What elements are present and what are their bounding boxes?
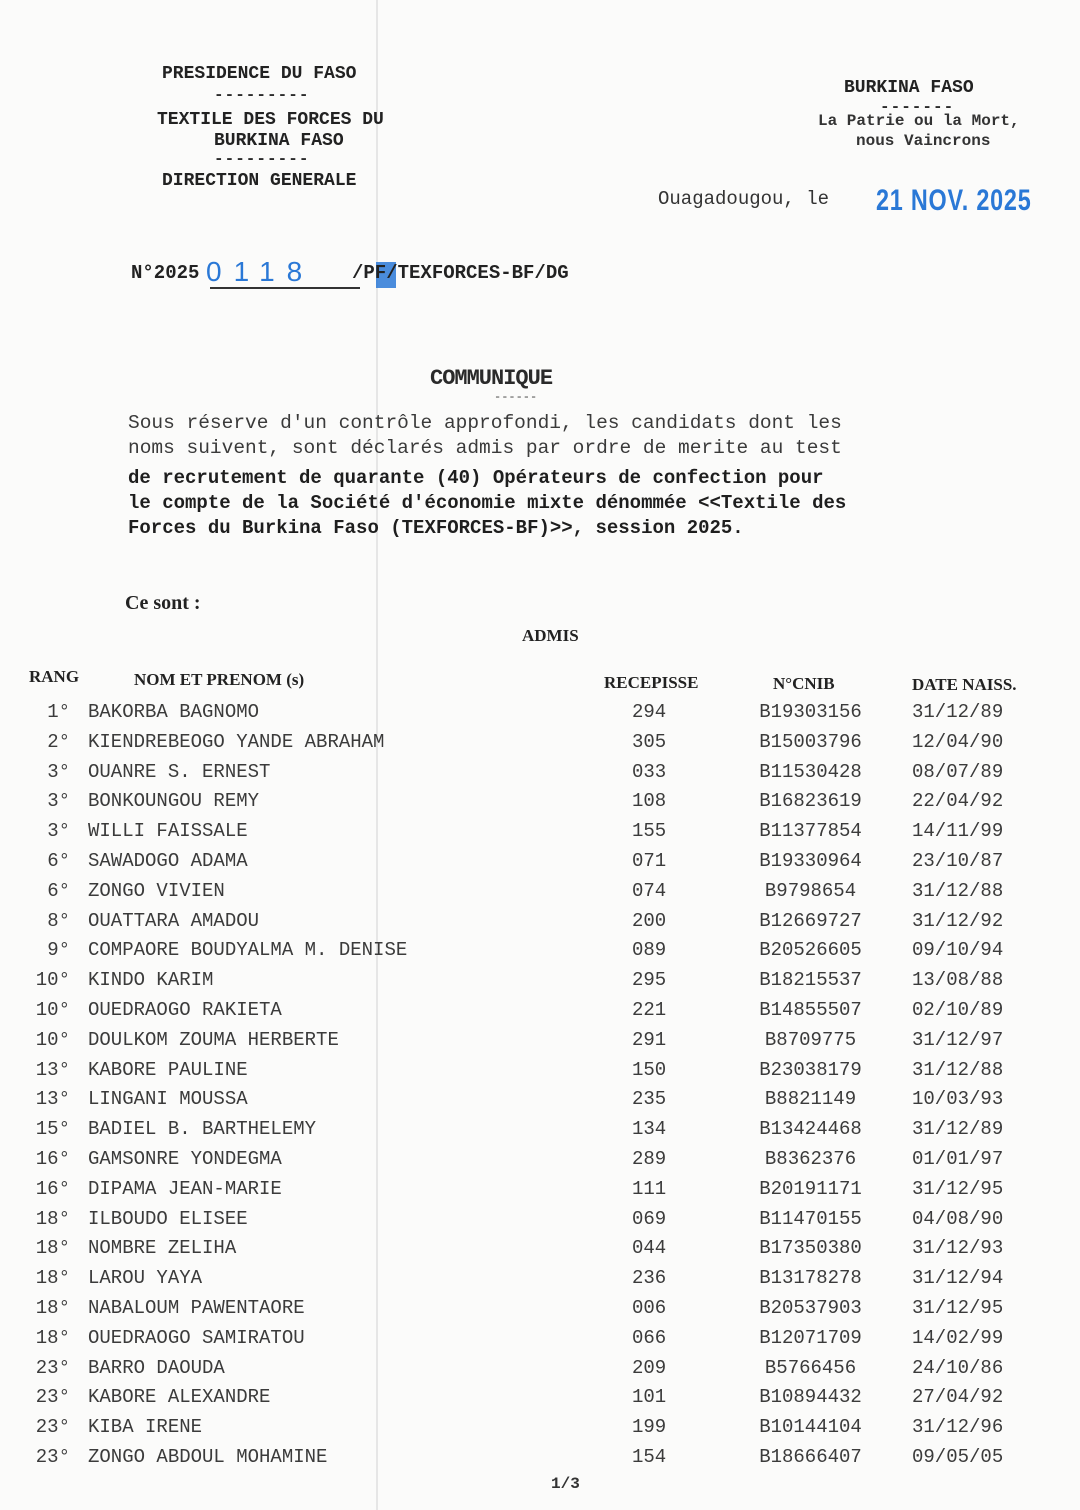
rang-cell: 10° <box>35 969 70 992</box>
birthdate-cell: 09/05/05 <box>912 1446 1004 1468</box>
birthdate-cell: 04/08/90 <box>912 1207 1004 1230</box>
name-cell: DOULKOM ZOUMA HERBERTE <box>88 1028 339 1051</box>
name-cell: OUANRE S. ERNEST <box>88 760 271 783</box>
cnib-cell: B16823619 <box>759 790 862 813</box>
rang-cell: 18° <box>35 1207 70 1230</box>
table-row <box>0 1148 1080 1178</box>
birthdate-cell: 31/12/89 <box>912 1118 1004 1141</box>
name-cell: WILLI FAISSALE <box>88 820 248 843</box>
cnib-cell: B19330964 <box>759 850 862 872</box>
name-cell: KABORE ALEXANDRE <box>88 1386 271 1409</box>
table-row <box>0 1416 1080 1446</box>
rang-cell: 16° <box>35 1177 70 1200</box>
name-cell: GAMSONRE YONDEGMA <box>88 1148 282 1170</box>
birthdate-cell: 31/12/93 <box>912 1237 1004 1260</box>
cnib-cell: B8821149 <box>764 1088 857 1111</box>
column-header-nom: NOM ET PRENOM (s) <box>134 670 305 689</box>
table-row <box>0 1237 1080 1267</box>
cnib-cell: B18215537 <box>759 969 862 992</box>
header-textile: TEXTILE DES FORCES DU <box>157 110 384 130</box>
reference-number-stamp: 0118 <box>206 256 315 287</box>
birthdate-cell: 09/10/94 <box>912 939 1004 962</box>
name-cell: OUEDRAOGO RAKIETA <box>88 999 282 1021</box>
cnib-cell: B8362376 <box>764 1148 857 1170</box>
reference-suffix: /PF/TEXFORCES-BF/DG <box>352 262 569 284</box>
table-row <box>0 880 1080 910</box>
birthdate-cell: 31/12/95 <box>912 1177 1004 1200</box>
communique-bold-line: le compte de la Société d'économie mixte dénommée <<Textile des <box>128 492 847 514</box>
birthdate-cell: 31/12/88 <box>912 879 1004 902</box>
recepisse-cell: 134 <box>632 1118 667 1141</box>
table-row <box>0 910 1080 940</box>
table-row <box>0 969 1080 999</box>
header-separator: --------- <box>214 86 310 104</box>
rang-cell: 13° <box>35 1058 70 1081</box>
column-header-date: DATE NAISS. <box>912 675 1017 694</box>
rang-cell: 6° <box>47 850 70 872</box>
recepisse-cell: 033 <box>632 760 667 783</box>
header-presidence: PRESIDENCE DU FASO <box>162 64 357 84</box>
name-cell: LAROU YAYA <box>88 1267 203 1290</box>
recepisse-cell: 089 <box>632 939 667 962</box>
birthdate-cell: 14/11/99 <box>912 820 1004 843</box>
name-cell: NOMBRE ZELIHA <box>88 1237 237 1260</box>
rang-cell: 18° <box>35 1297 70 1319</box>
table-row <box>0 1446 1080 1476</box>
rang-cell: 3° <box>47 760 70 783</box>
name-cell: ZONGO ABDOUL MOHAMINE <box>88 1446 328 1468</box>
place-label: Ouagadougou, le <box>658 188 830 210</box>
column-header-cnib: N°CNIB <box>773 674 835 693</box>
rang-cell: 10° <box>35 999 70 1021</box>
birthdate-cell: 02/10/89 <box>912 999 1004 1021</box>
recepisse-cell: 289 <box>632 1148 667 1170</box>
rang-cell: 18° <box>35 1267 70 1290</box>
cnib-cell: B8709775 <box>764 1028 857 1051</box>
recepisse-cell: 235 <box>632 1088 667 1111</box>
cnib-cell: B15003796 <box>759 730 862 753</box>
cnib-cell: B11530428 <box>759 760 862 783</box>
recepisse-cell: 044 <box>632 1237 667 1260</box>
table-row <box>0 701 1080 731</box>
recepisse-cell: 074 <box>632 879 667 902</box>
cnib-cell: B19303156 <box>759 701 862 723</box>
rang-cell: 15° <box>35 1118 70 1141</box>
cnib-cell: B23038179 <box>759 1058 862 1081</box>
birthdate-cell: 31/12/94 <box>912 1267 1004 1290</box>
header-separator: --------- <box>214 150 310 168</box>
rang-cell: 1° <box>47 701 70 723</box>
communique-bold-line: de recrutement de quarante (40) Opérateurs de confection pour <box>128 467 824 489</box>
column-header-recepisse: RECEPISSE <box>604 673 699 692</box>
birthdate-cell: 31/12/89 <box>912 701 1004 723</box>
name-cell: KINDO KARIM <box>88 969 214 992</box>
reference-prefix: N°2025 <box>131 262 200 284</box>
name-cell: BADIEL B. BARTHELEMY <box>88 1118 317 1141</box>
name-cell: SAWADOGO ADAMA <box>88 850 248 872</box>
birthdate-cell: 31/12/96 <box>912 1416 1004 1439</box>
table-row <box>0 731 1080 761</box>
cnib-cell: B18666407 <box>759 1446 862 1468</box>
motto-line-1: La Patrie ou la Mort, <box>818 112 1020 130</box>
table-row <box>0 1178 1080 1208</box>
recepisse-cell: 071 <box>632 850 667 872</box>
reference-underline <box>210 287 360 289</box>
cnib-cell: B13424468 <box>759 1118 862 1141</box>
table-row <box>0 999 1080 1029</box>
communique-underline: ------ <box>494 390 538 404</box>
cnib-cell: B10144104 <box>759 1416 862 1439</box>
recepisse-cell: 111 <box>632 1177 667 1200</box>
rang-cell: 18° <box>35 1326 70 1349</box>
communique-paragraph-line: Sous réserve d'un contrôle approfondi, les candidats dont les <box>128 412 842 434</box>
recepisse-cell: 101 <box>632 1386 667 1409</box>
name-cell: NABALOUM PAWENTAORE <box>88 1297 305 1319</box>
communique-title: COMMUNIQUE <box>430 366 553 391</box>
communique-bold-line: Forces du Burkina Faso (TEXFORCES-BF)>>, session 2025. <box>128 517 744 539</box>
communique-paragraph-line: noms suivent, sont déclarés admis par ordre de merite au test <box>128 437 842 459</box>
name-cell: BAKORBA BAGNOMO <box>88 701 260 723</box>
birthdate-cell: 31/12/92 <box>912 909 1004 932</box>
birthdate-cell: 31/12/95 <box>912 1297 1004 1319</box>
rang-cell: 8° <box>47 909 70 932</box>
rang-cell: 3° <box>47 820 70 843</box>
cnib-cell: B17350380 <box>759 1237 862 1260</box>
recepisse-cell: 108 <box>632 790 667 813</box>
table-row <box>0 1118 1080 1148</box>
name-cell: OUEDRAOGO SAMIRATOU <box>88 1326 305 1349</box>
cnib-cell: B11377854 <box>759 820 862 843</box>
page-number: 1/3 <box>551 1475 580 1493</box>
cnib-cell: B11470155 <box>759 1207 862 1230</box>
header-direction: DIRECTION GENERALE <box>162 171 357 191</box>
name-cell: KIENDREBEOGO YANDE ABRAHAM <box>88 730 385 753</box>
table-row <box>0 939 1080 969</box>
name-cell: BARRO DAOUDA <box>88 1356 225 1379</box>
cnib-cell: B12669727 <box>759 909 862 932</box>
rang-cell: 9° <box>47 939 70 962</box>
table-row <box>0 820 1080 850</box>
table-row <box>0 1208 1080 1238</box>
recepisse-cell: 155 <box>632 820 667 843</box>
birthdate-cell: 10/03/93 <box>912 1088 1004 1111</box>
birthdate-cell: 27/04/92 <box>912 1386 1004 1409</box>
name-cell: COMPAORE BOUDYALMA M. DENISE <box>88 939 408 962</box>
recepisse-cell: 200 <box>632 909 667 932</box>
table-row <box>0 850 1080 880</box>
recepisse-cell: 305 <box>632 730 667 753</box>
name-cell: ZONGO VIVIEN <box>88 879 225 902</box>
rang-cell: 23° <box>35 1356 70 1379</box>
birthdate-cell: 31/12/88 <box>912 1058 1004 1081</box>
recepisse-cell: 066 <box>632 1326 667 1349</box>
name-cell: KIBA IRENE <box>88 1416 203 1439</box>
header-country: BURKINA FASO <box>844 78 974 98</box>
birthdate-cell: 01/01/97 <box>912 1148 1004 1170</box>
recepisse-cell: 291 <box>632 1028 667 1051</box>
rang-cell: 2° <box>47 730 70 753</box>
recepisse-cell: 209 <box>632 1356 667 1379</box>
table-row <box>0 1386 1080 1416</box>
cnib-cell: B13178278 <box>759 1267 862 1290</box>
rang-cell: 3° <box>47 790 70 813</box>
table-row <box>0 1029 1080 1059</box>
birthdate-cell: 24/10/86 <box>912 1356 1004 1379</box>
cnib-cell: B12071709 <box>759 1326 862 1349</box>
recepisse-cell: 154 <box>632 1446 667 1468</box>
name-cell: OUATTARA AMADOU <box>88 909 260 932</box>
cnib-cell: B10894432 <box>759 1386 862 1409</box>
cnib-cell: B20191171 <box>759 1177 862 1200</box>
birthdate-cell: 23/10/87 <box>912 850 1004 872</box>
recepisse-cell: 295 <box>632 969 667 992</box>
cnib-cell: B14855507 <box>759 999 862 1021</box>
ce-sont-label: Ce sont : <box>125 592 201 614</box>
birthdate-cell: 22/04/92 <box>912 790 1004 813</box>
name-cell: ILBOUDO ELISEE <box>88 1207 248 1230</box>
table-row <box>0 1088 1080 1118</box>
birthdate-cell: 12/04/90 <box>912 730 1004 753</box>
rang-cell: 23° <box>35 1446 70 1468</box>
motto-line-2: nous Vaincrons <box>856 132 991 150</box>
rang-cell: 16° <box>35 1148 70 1170</box>
header-right-separator: ------- <box>880 98 955 116</box>
cnib-cell: B5766456 <box>764 1356 857 1379</box>
recepisse-cell: 199 <box>632 1416 667 1439</box>
name-cell: BONKOUNGOU REMY <box>88 790 260 813</box>
recepisse-cell: 294 <box>632 701 667 723</box>
recepisse-cell: 150 <box>632 1058 667 1081</box>
header-burkina: BURKINA FASO <box>214 131 344 151</box>
birthdate-cell: 13/08/88 <box>912 969 1004 992</box>
recepisse-cell: 006 <box>632 1297 667 1319</box>
cnib-cell: B20526605 <box>759 939 862 962</box>
birthdate-cell: 31/12/97 <box>912 1028 1004 1051</box>
table-row <box>0 1297 1080 1327</box>
rang-cell: 6° <box>47 879 70 902</box>
date-stamp: 21 NOV. 2025 <box>876 184 1032 217</box>
recepisse-cell: 236 <box>632 1267 667 1290</box>
name-cell: KABORE PAULINE <box>88 1058 248 1081</box>
rang-cell: 23° <box>35 1416 70 1439</box>
admis-label: ADMIS <box>522 626 579 645</box>
birthdate-cell: 14/02/99 <box>912 1326 1004 1349</box>
table-row <box>0 1327 1080 1357</box>
recepisse-cell: 069 <box>632 1207 667 1230</box>
rang-cell: 23° <box>35 1386 70 1409</box>
table-row <box>0 1357 1080 1387</box>
table-row <box>0 1059 1080 1089</box>
rang-cell: 10° <box>35 1028 70 1051</box>
recepisse-cell: 221 <box>632 999 667 1021</box>
cnib-cell: B9798654 <box>764 879 857 902</box>
birthdate-cell: 08/07/89 <box>912 760 1004 783</box>
cnib-cell: B20537903 <box>759 1297 862 1319</box>
table-row <box>0 1267 1080 1297</box>
table-row <box>0 761 1080 791</box>
table-row <box>0 790 1080 820</box>
rang-cell: 18° <box>35 1237 70 1260</box>
column-header-rang: RANG <box>29 667 80 686</box>
name-cell: DIPAMA JEAN-MARIE <box>88 1177 282 1200</box>
rang-cell: 13° <box>35 1088 70 1111</box>
name-cell: LINGANI MOUSSA <box>88 1088 248 1111</box>
